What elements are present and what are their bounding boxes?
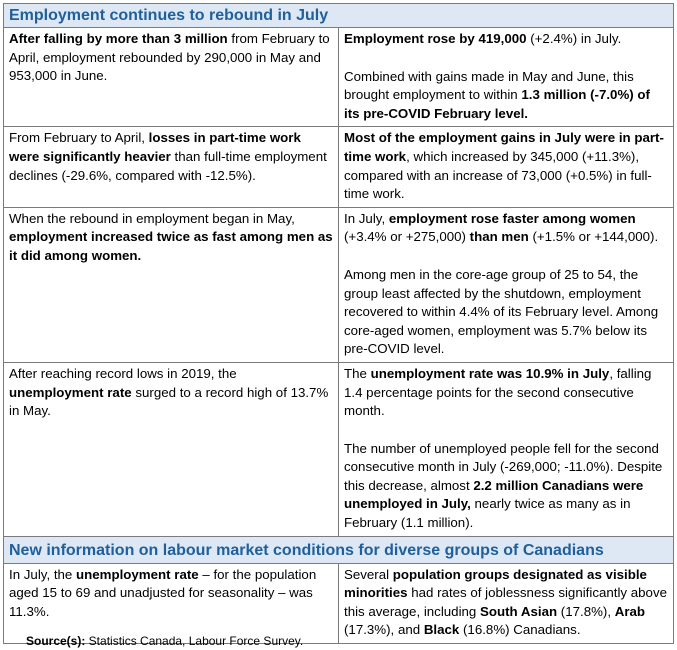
bold-text: Black (423, 622, 460, 638)
bold-text: After falling by more than 3 million (9, 31, 228, 46)
text-run: (+1.5% or +144,000). (528, 229, 659, 245)
summary-table (3, 3, 674, 644)
table-row (4, 362, 674, 536)
text-run: In July, (344, 210, 389, 226)
text-run: After reaching record lows in 2019, the (9, 365, 237, 381)
text-run: From February to April, (9, 130, 149, 146)
source-note (26, 634, 303, 649)
table-row (4, 207, 674, 362)
text-run: Several (344, 566, 393, 582)
bold-text: Arab (614, 603, 646, 619)
text-run: – for the population aged 15 to 69 and unadjusted for seasonality – was 11.3%. (9, 566, 317, 619)
bold-text: employment rose faster among women (388, 210, 636, 226)
text-run: (17.8%), (557, 603, 615, 619)
text-run: from February to April, employment rebounded by 290,000 in May and 953,000 in June. (9, 31, 330, 84)
text-run: Combined with gains made in May and June, this brought employment to within (344, 68, 634, 103)
text-run: (17.3%), and (344, 622, 424, 638)
paragraph (344, 266, 668, 359)
bold-text: losses in part-time work were significantly heavier (9, 130, 301, 164)
text-run: (+2.4%) in July. (526, 31, 622, 46)
paragraph (344, 365, 668, 421)
source-label: Source(s): (26, 634, 86, 648)
paragraph (344, 68, 668, 124)
bold-text: South Asian (480, 603, 558, 619)
bold-text: unemployment rate (76, 566, 199, 582)
paragraph (344, 210, 668, 247)
text-run: nearly twice as many as in February (1.1 million). (344, 496, 631, 531)
bold-text: population groups designated as visible minorities (344, 566, 647, 601)
section-header-employment (4, 4, 674, 28)
text-run: had rates of joblessness significantly above this average, including (344, 585, 667, 619)
bold-text: than men (469, 229, 529, 245)
employment-summary-document (3, 3, 674, 648)
text-run: Among men in the core-age group of 25 to 54, the group least affected by the shutdown, employment recovered to within 4.4% of its February level. Among core-aged women, employment was 5.7% below its pre-COVID level. (344, 266, 659, 357)
right-cell (339, 28, 674, 127)
source-text: Statistics Canada, Labour Force Survey. (85, 634, 304, 648)
section-header-diverse-groups (4, 536, 674, 563)
right-cell (339, 563, 674, 643)
table-row (4, 28, 674, 127)
right-cell (339, 362, 674, 536)
section-title: Employment continues to rebound in July (4, 4, 674, 28)
left-cell (4, 563, 339, 643)
paragraph (9, 210, 333, 266)
left-cell (4, 362, 339, 536)
text-run: (+3.4% or +275,000) (344, 229, 470, 245)
bold-text: Most of the employment gains in July were in part-time work (344, 130, 664, 164)
text-run: surged to a record high of 13.7% in May. (9, 384, 329, 419)
left-cell (4, 28, 339, 127)
bold-text: Employment rose by 419,000 (344, 31, 527, 46)
text-run: , falling 1.4 percentage points for the second consecutive month. (344, 365, 652, 419)
paragraph (344, 30, 668, 49)
bold-text: 2.2 million Canadians were unemployed in July, (344, 477, 644, 512)
left-cell (4, 207, 339, 362)
paragraph (9, 365, 333, 421)
paragraph (344, 440, 668, 533)
paragraph (9, 129, 333, 185)
table-row (4, 563, 674, 643)
bold-text: unemployment rate (9, 384, 132, 400)
table-row (4, 127, 674, 207)
text-run: than full-time employment declines (-29.6%, compared with -12.5%). (9, 148, 327, 183)
right-cell (339, 127, 674, 207)
left-cell (4, 127, 339, 207)
bold-text: 1.3 million (-7.0%) of its pre-COVID February level. (344, 87, 650, 121)
bold-text: unemployment rate was 10.9% in July (370, 365, 610, 381)
paragraph (9, 566, 333, 622)
paragraph (9, 30, 333, 86)
bold-text: employment increased twice as fast among men as it did among women. (9, 229, 333, 263)
text-run: The number of unemployed people fell for the second consecutive month in July (-269,000; -11.0%). Despite this decrease, almost (344, 440, 663, 493)
text-run: , which increased by 345,000 (+11.3%), compared with an increase of 73,000 (+0.5%) in full-time work. (344, 148, 652, 202)
right-cell (339, 207, 674, 362)
text-run: The (344, 365, 371, 381)
text-run: When the rebound in employment began in May, (9, 210, 295, 226)
text-run: (16.8%) Canadians. (459, 622, 581, 638)
paragraph (344, 129, 668, 203)
text-run: In July, the (9, 566, 77, 582)
paragraph (344, 566, 668, 640)
section-title-2: New information on labour market conditions for diverse groups of Canadians (4, 536, 674, 563)
